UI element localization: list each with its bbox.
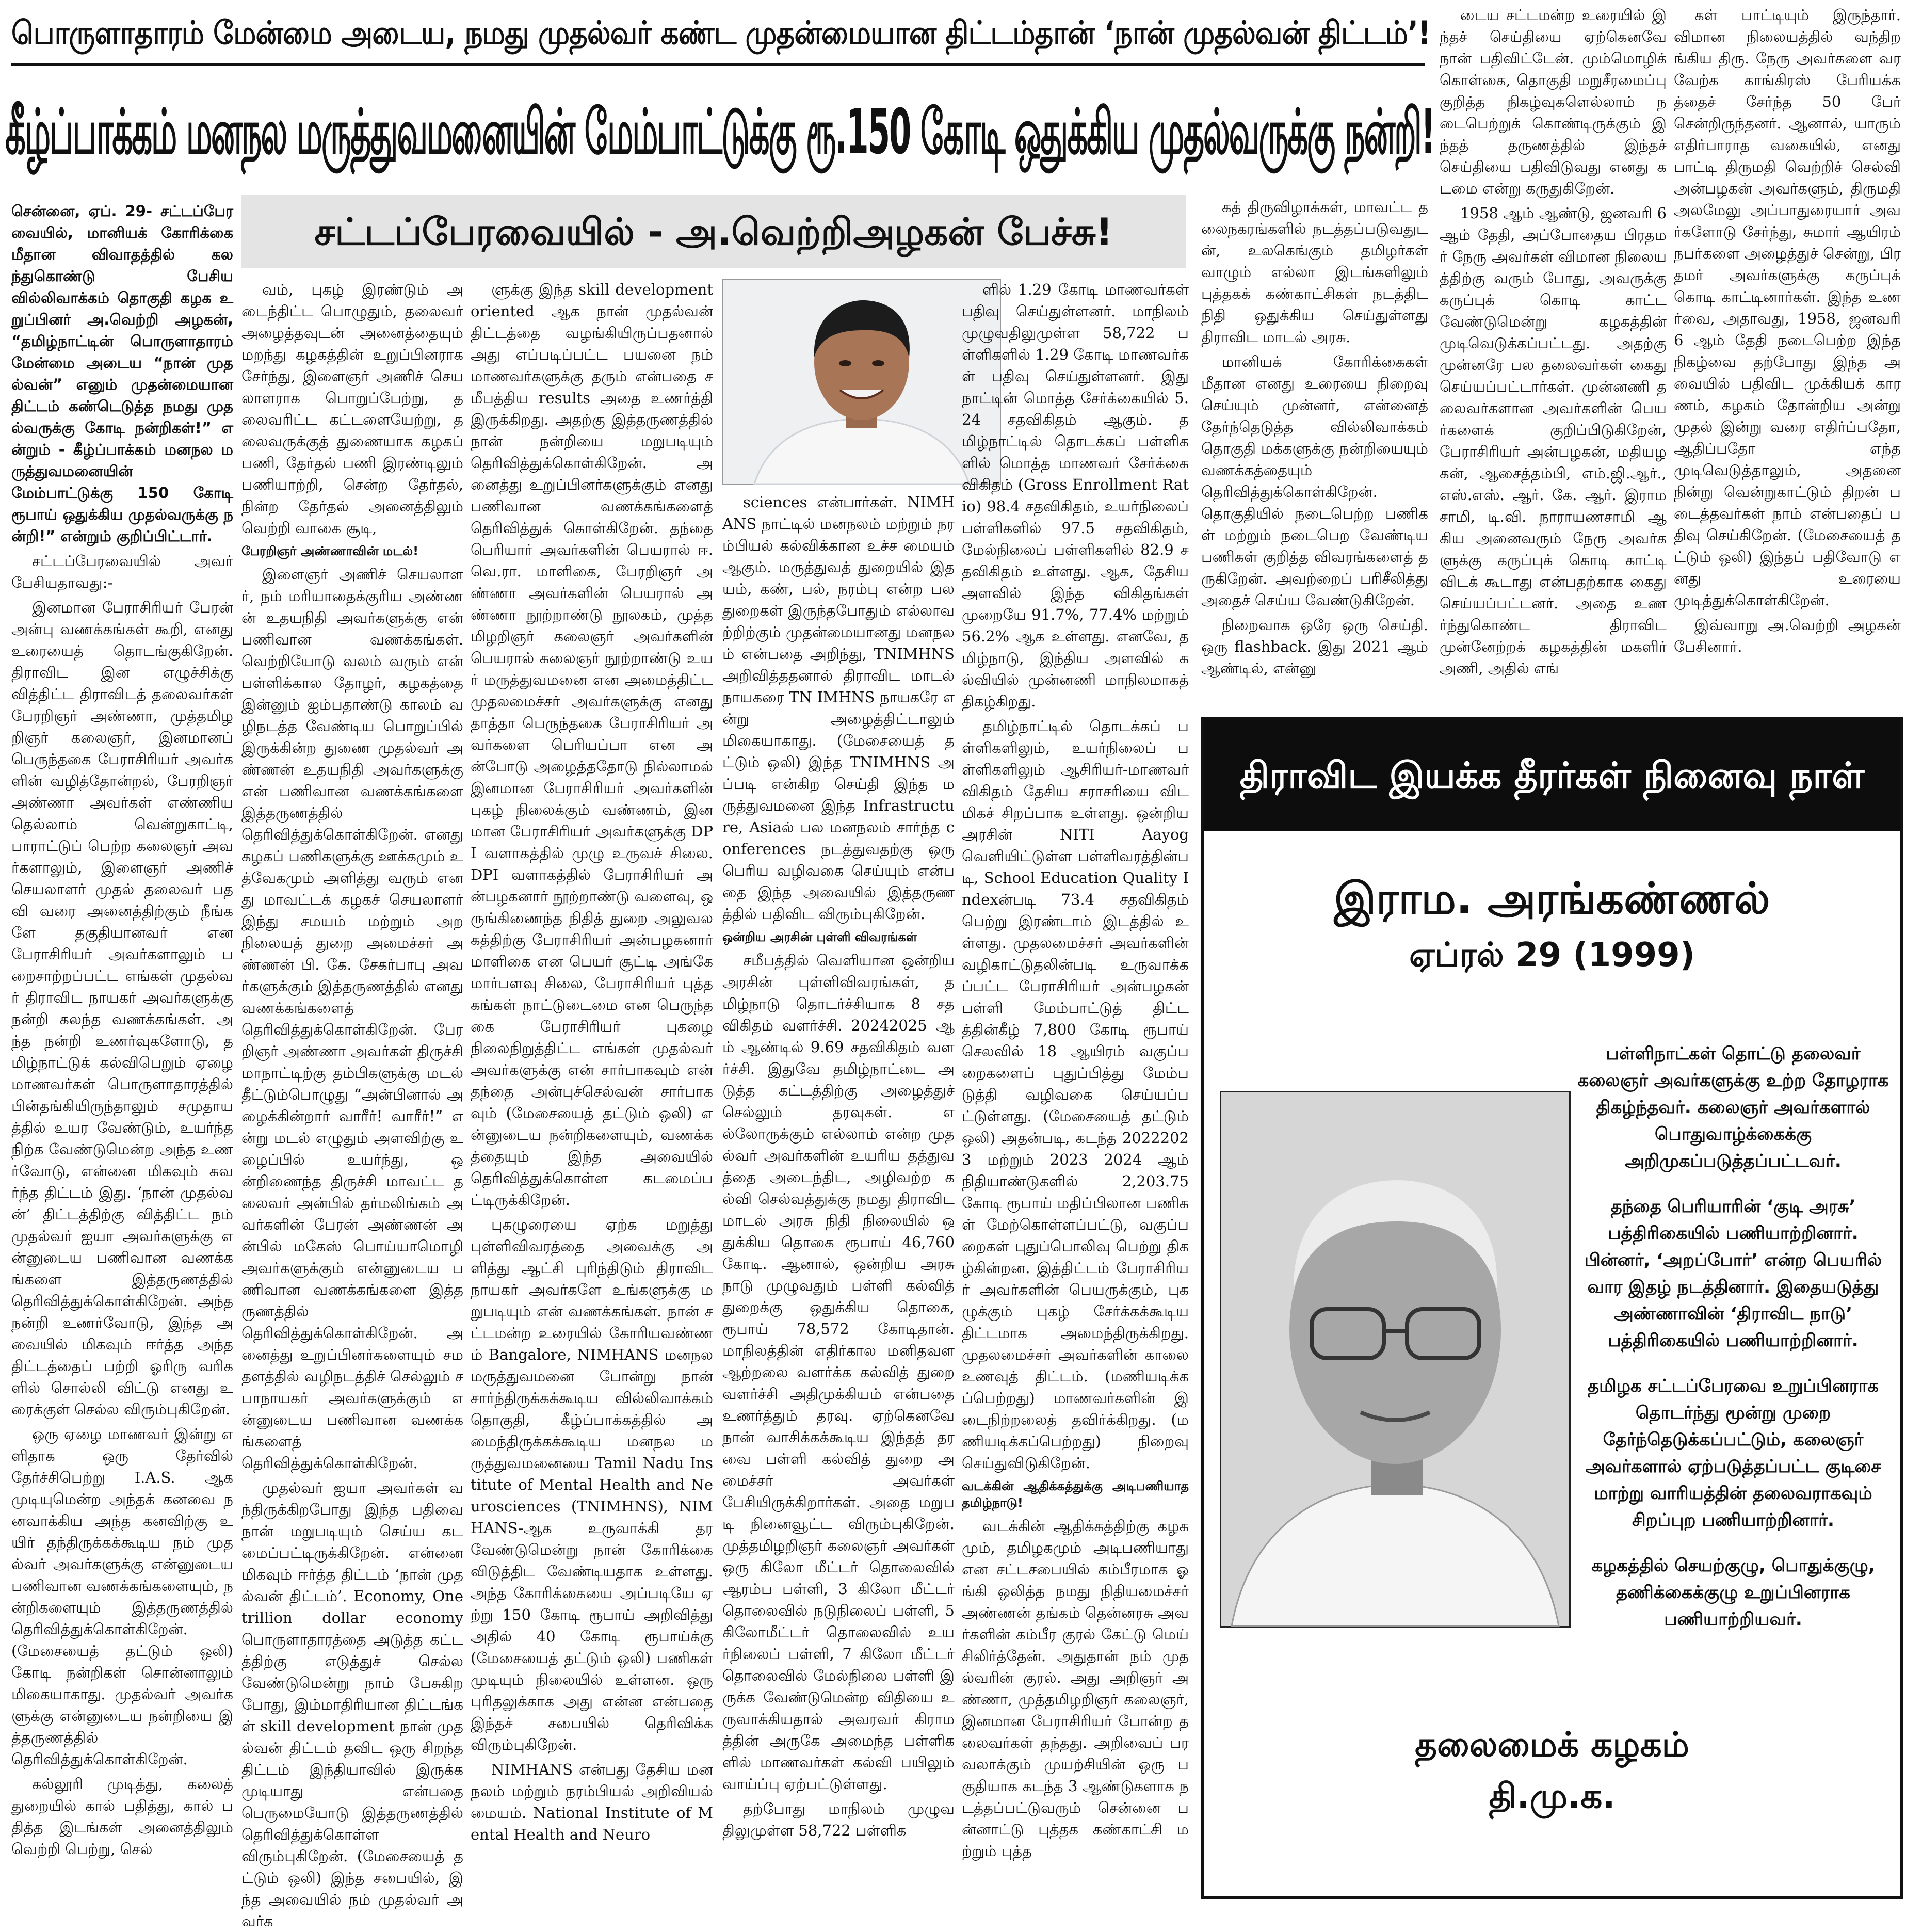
paragraph: வம், புகழ் இரண்டும் அடைந்திட்ட பொழுதும், தலைவர் அழைத்தவுடன் அனைத்தையும் மறந்து கழகத்தின் உறுப்பினராக சேர்ந்து, இளைஞர் அணிச் செயலாளராக பொறுப்பேற்று, தலைவரிட்ட கட்டளையேற்று, தலைவருக்குத் துணையாக கழகப் பணி, தேர்தல் பணி இரண்டிலும் பணியாற்றி, சென்ற தேர்தல், நின்ற தேர்தல் அனைத்திலும் வெற்றி வாகை சூடி, bbox=[241, 281, 463, 537]
memorial-signature-line2: தி.மு.க. bbox=[1489, 1776, 1616, 1816]
paragraph: ஒரு ஏழை மாணவர் இன்று எளிதாக ஒரு தேர்வில் தேர்ச்சிபெற்று I.A.S. ஆக முடியுமென்ற அந்தக் கனவை நனவாக்கிய அந்த கனவிற்கு உயிர் தந்திருக்கக்கூடிய நம் முதல்வர் அவர்களுக்கு என்னுடைய பணிவான வணக்கங்களையும், நன்றிகளையும் இத்தருணத்தில் தெரிவித்துக்கொள்கிறேன். (மேசையைத் தட்டும் ஒலி) கோடி நன்றிகள் சொன்னாலும் மிகையாகாது. முதல்வர் அவர்களுக்கு என்னுடைய நன்றியை இத்தருணத்தில் தெரிவித்துக்கொள்கிறேன். bbox=[11, 1425, 233, 1768]
paragraph: இவ்வாறு அ.வெற்றி அழகன் பேசினார். bbox=[1674, 616, 1901, 655]
paragraph: sciences என்பார்கள். NIMHANS நாட்டில் மனநலம் மற்றும் நரம்பியல் கல்விக்கான உச்ச மையம் ஆகும். மருத்துவத் துறையில் இதயம், கண், பல், நரம்பு என்ற பல துறைகள் இருந்தபோதும் எல்லாவற்றிற்கும் முதன்மையானது மனநலம் என்பதை அறிந்து, TNIMHNS அறிவித்ததனால் திராவிட மாடல் நாயகரை TN IMHNS நாயகரே என்று அழைத்திட்டாலும் மிகையாகாது. (மேசையைத் தட்டும் ஒலி) இந்த TNIMHNS அப்படி என்கிற செய்தி இந்த மருத்துவமனை இந்த Infrastructure, Asiaல் பல மனநலம் சார்ந்த conferences நடத்துவதற்கு ஒரு பெரிய வழிவகை செய்யும் என்பதை இந்த அவையில் இத்தருணத்தில் பதிவிட விரும்புகிறேன். bbox=[722, 493, 955, 923]
article-column-7 bbox=[1440, 4, 1667, 712]
paragraph: NIMHANS என்பது தேசிய மனநலம் மற்றும் நரம்பியல் அறிவியல் மையம். National Institute of Mental Health and Neuro bbox=[471, 1761, 713, 1843]
section-heading: வடக்கின் ஆதிக்கத்துக்கு அடிபணியாத தமிழ்நாடு! bbox=[962, 1479, 1189, 1510]
section-heading: பேரறிஞர் அண்ணாவின் மடல்! bbox=[241, 544, 419, 558]
paragraph: வடக்கின் ஆதிக்கத்திற்கு கழகமும், தமிழகமும் அடிபணியாது என சட்டசபையில் கம்பீரமாக ஓங்கி ஒலித்த நமது நிதியமைச்சர் அண்ணன் தங்கம் தென்னரசு அவர்களின் கம்பீர குரல் கேட்டு மெய் சிலிர்த்தேன். அதுதான் நம் முதல்வரின் குரல். அது அறிஞர் அண்ணா, முத்தமிழறிஞர் கலைஞர், இனமான பேராசிரியர் போன்ற தலைவர்கள் தந்தது. அறிவைப் பரவலாக்கும் முயற்சியின் ஒரு பகுதியாக கடந்த 3 ஆண்டுகளாக நடத்தப்பட்டுவரும் சென்னை பன்னாட்டு புத்தக கண்காட்சி மற்றும் புத்த bbox=[962, 1517, 1189, 1860]
article-column-2 bbox=[241, 279, 463, 1930]
paragraph: சமீபத்தில் வெளியான ஒன்றிய அரசின் புள்ளிவிவரங்கள், தமிழ்நாடு தொடர்ச்சியாக 8 சதவிகிதம் வளர்ச்சி. 20242025 ஆம் ஆண்டில் 9.69 சதவிகிதம் வளர்ச்சி. இதுவே தமிழ்நாட்டை அடுத்த கட்டத்திற்கு அழைத்துச் செல்லும் தரவுகள். எல்லோருக்கும் எல்லாம் என்ற முதல்வர் அவர்களின் உயரிய தத்துவத்தை அடைந்திட, அழிவற்ற கல்வி செல்வத்துக்கு நமது திராவிட மாடல் அரசு நிதி நிலையில் ஒதுக்கிய தொகை ரூபாய் 46,760 கோடி. ஆனால், ஒன்றிய அரசு நாடு முழுவதும் பள்ளி கல்வித் துறைக்கு ஒதுக்கிய தொகை, ரூபாய் 78,572 கோடிதான். மாநிலத்தின் எதிர்கால மனிதவள ஆற்றலை வளர்க்க கல்வித் துறை வளர்ச்சி அதிமுக்கியம் என்பதை உணர்த்தும் தரவு. ஏற்கெனவே நான் வாசிக்கக்கூடிய இந்தத் தரவை பள்ளி கல்வித் துறை அமைச்சர் அவர்கள் பேசியிருக்கிறார்கள். அதை மறுபடி நினைவூட்ட விரும்புகிறேன். முத்தமிழறிஞர் கலைஞர் அவர்கள் ஒரு கிலோ மீட்டர் தொலைவில் ஆரம்ப பள்ளி, 3 கிலோ மீட்டர் தொலைவில் நடுநிலைப் பள்ளி, 5 கிலோமீட்டர் தொலைவில் உயர்நிலைப் பள்ளி, 7 கிலோ மீட்டர் தொலைவில் மேல்நிலை பள்ளி இருக்க வேண்டுமென்ற விதியை உருவாக்கியதால் அவரவர் கிராமத்தின் அருகே அமைந்த பள்ளிகளில் மாணவர்கள் கல்வி பயிலும் வாய்ப்பு ஏற்பட்டுள்ளது. bbox=[722, 952, 955, 1793]
paragraph: சட்டப்பேரவையில் அவர் பேசியதாவது:- bbox=[11, 552, 233, 591]
article-column-6 bbox=[1201, 196, 1428, 712]
paragraph: நிறைவாக ஒரே ஒரு செய்தி. ஒரு flashback. இது 2021 ஆம் ஆண்டில், என்னு bbox=[1201, 616, 1428, 677]
speaker-photo bbox=[722, 279, 1001, 485]
memorial-biography bbox=[1576, 1040, 1891, 1630]
speaker-portrait-image bbox=[723, 280, 1000, 484]
memorial-photo bbox=[1220, 1091, 1571, 1628]
paragraph: தற்போது மாநிலம் முழுவதிலுமுள்ள 58,722 பள்ளிக bbox=[722, 1800, 955, 1839]
bio-paragraph: பள்ளிநாட்கள் தொட்டு தலைவர் கலைஞர் அவர்களுக்கு உற்ற தோழராக திகழ்ந்தவர். கலைஞர் அவர்களால் பொதுவாழ்க்கைக்கு அறிமுகப்படுத்தப்பட்டவர். bbox=[1577, 1043, 1889, 1171]
paragraph: கல்லூரி முடித்து, கலைத் துறையில் கால் பதித்து, கால் பதித்த இடங்கள் அனைத்திலும் வெற்றி பெற்று, செல் bbox=[11, 1775, 233, 1858]
paragraph: கத் திருவிழாக்கள், மாவட்ட தலைநகரங்களில் நடத்தப்படுவதுடன், உலகெங்கும் தமிழர்கள் வாழும் எல்லா இடங்களிலும் புத்தகக் கண்காட்சிகள் நடத்திட நிதி ஒதுக்கிய செய்துள்ளது திராவிட மாடல் அரசு. bbox=[1201, 198, 1428, 346]
paragraph: டைய சட்டமன்ற உரையில் இந்தச் செய்தியை ஏற்கெனவே நான் பதிவிட்டேன். மும்மொழிக் கொள்கை, தொகுதி மறுசீரமைப்பு குறித்த நிகழ்வுகளெல்லாம் நடைபெற்றுக் கொண்டிருக்கும் இந்தத் தருணத்தில் இந்தச் செய்தியை பதிவிடுவது எனது கடமை என்று கருதுகிறேன். bbox=[1440, 6, 1667, 197]
kicker-headline: பொருளாதாரம் மேன்மை அடைய, நமது முதல்வர் கண்ட முதன்மையான திட்டம்தான் ‘நான் முதல்வன் திட்டம்’! bbox=[11, 14, 1431, 52]
main-headline: கீழ்ப்பாக்கம் மனநல மருத்துவமனையின் மேம்பாட்டுக்கு ரூ.150 கோடி ஒதுக்கிய முதல்வருக்கு நன்றி! bbox=[5, 96, 1435, 168]
memorial-box bbox=[1201, 717, 1903, 1899]
paragraph: கள் பாட்டியும் இருந்தார். விமான நிலையத்தில் வந்திறங்கிய திரு. நேரு அவர்களை வரவேற்க காங்கிரஸ் பேரியக்கத்தைச் சேர்ந்த 50 பேர் சென்றிருந்தனர். ஆனால், யாரும் எதிர்பாராத வகையில், எனது பாட்டி திருமதி வெற்றிச் செல்வி அன்பழகன் அவர்களும், திருமதி அலமேலு அப்பாதுரையார் அவர்களோடு சேர்ந்து, சுமார் ஆயிரம் நபர்களை அழைத்துச் சென்று, பிரதமர் அவர்களுக்கு கருப்புக் கொடி காட்டினார்கள். இந்த உணர்வை, அதாவது, 1958, ஜனவரி 6 ஆம் தேதி நடைபெற்ற இந்த நிகழ்வை தற்போது இந்த அவையில் பதிவிட முக்கியக் காரணம், கழகம் தோன்றிய அன்று முதல் இன்று வரை எதிர்ப்பதோ, ஆதிப்பதோ எந்த முடிவெடுத்தாலும், அதனை நின்று வென்றுகாட்டும் திறன் படைத்தவர்கள் நாம் என்பதைப் பதிவு செய்கிறேன். (மேசையைத் தட்டும் ஒலி) இந்தப் பதிவோடு எனது உரையை முடித்துக்கொள்கிறேன். bbox=[1674, 6, 1901, 609]
memorial-title-band: திராவிட இயக்க தீரர்கள் நினைவு நாள் bbox=[1204, 720, 1900, 831]
paragraph: இளைஞர் அணிச் செயலாளர், நம் மரியாதைக்குரிய அண்ணன் உதயநிதி அவர்களுக்கு என் பணிவான வணக்கங்கள். வெற்றியோடு வலம் வரும் என் பள்ளிக்கால தோழர், கழகத்தை இன்னும் ஐம்பதாண்டு காலம் வழிநடத்த வேண்டிய பொறுப்பில் இருக்கின்ற துணை முதல்வர் அண்ணன் உதயநிதி அவர்களுக்கு என் பணிவான வணக்கங்களை இத்தருணத்தில் தெரிவித்துக்கொள்கிறேன். எனது கழகப் பணிகளுக்கு ஊக்கமும் உத்வேகமும் அளித்து வரும் எனது மாவட்டக் கழகச் செயலாளர் இந்து சமயம் மற்றும் அறநிலையத் துறை அமைச்சர் அண்ணன் பி. கே. சேகர்பாபு அவர்களுக்கும் இத்தருணத்தில் எனது வணக்கங்களைத் தெரிவித்துக்கொள்கிறேன். பேரறிஞர் அண்ணா அவர்கள் திருச்சி மாநாட்டிற்கு தம்பிகளுக்கு மடல் தீட்டும்பொழுது “அன்பினால் அழைக்கின்றார் வாரீர்! வாரீர்!” என்று மடல் எழுதும் அளவிற்கு உழைப்பில் உயர்ந்து, ஒன்றிணைந்த திருச்சி மாவட்ட தலைவர் அன்பில் தர்மலிங்கம் அவர்களின் பேரன் அண்ணன் அன்பில் மகேஸ் பொய்யாமொழி அவர்களுக்கும் என்னுடைய பணிவான வணக்கங்களை இத்தருணத்தில் தெரிவித்துக்கொள்கிறேன். அனைத்து உறுப்பினர்களையும் சமதளத்தில் வழிநடத்திச் செல்லும் சபாநாயகர் அவர்களுக்கும் என்னுடைய பணிவான வணக்கங்களைத் தெரிவித்துக்கொள்கிறேன். bbox=[241, 566, 463, 1472]
subhead-banner: சட்டப்பேரவையில் - அ.வெற்றிஅழகன் பேச்சு! bbox=[241, 195, 1186, 268]
bio-paragraph: தந்தை பெரியாரின் ‘குடி அரசு’ பத்திரிகையில் பணியாற்றினார். பின்னர், ‘அறப்போர்’ என்ற பெயரில் வார இதழ் நடத்தினார். இதையடுத்து அண்ணாவின் ‘திராவிட நாடு’ பத்திரிகையில் பணியாற்றினார். bbox=[1584, 1196, 1882, 1351]
lead-paragraph: சென்னை, ஏப். 29- சட்டப்பேரவையில், மானியக் கோரிக்கை மீதான விவாதத்தில் கலந்துகொண்டு பேசிய வில்லிவாக்கம் தொகுதி கழக உறுப்பினர் அ.வெற்றி அழகன், “தமிழ்நாட்டின் பொருளாதாரம் மேன்மை அடைய “நான் முதல்வன்” எனும் முதன்மையான திட்டம் கண்டெடுத்த நமது முதல்வருக்கு கோடி நன்றிகள்!” என்றும் - கீழ்ப்பாக்கம் மனநல மருத்துவமனையின் மேம்பாட்டுக்கு 150 கோடி ரூபாய் ஒதுக்கிய முதல்வருக்கு நன்றி!” என்றும் குறிப்பிட்டார். bbox=[11, 202, 233, 545]
section-heading: ஒன்றிய அரசின் புள்ளி விவரங்கள் bbox=[722, 930, 917, 944]
paragraph: 1958 ஆம் ஆண்டு, ஜனவரி 6 ஆம் தேதி, அப்போதைய பிரதமர் நேரு அவர்கள் விமான நிலையத்திற்கு வரும் போது, அவருக்கு கருப்புக் கொடி காட்ட வேண்டுமென்று கழகத்தின் முடிவெடுக்கப்பட்டது. அதற்கு முன்னரே பல தலைவர்கள் கைது செய்யப்பட்டார்கள். முன்னணி தலைவர்களான அவர்களின் பெயர்களைக் குறிப்பிடுகிறேன், பேராசிரியர் அன்பழகன், மதியழகன், ஆசைத்தம்பி, எம்.ஜி.ஆர்., எஸ்.எஸ். ஆர். கே. ஆர். இராமசாமி, டி.வி. நாராயணசாமி ஆகிய அனைவரும் நேரு அவர்களுக்கு கருப்புக் கொடி காட்டி விடக் கூடாது என்பதற்காக கைது செய்யப்பட்டனர். அதை உணர்ந்துகொண்ட திராவிட முன்னேற்றக் கழகத்தின் மகளிர் அணி, அதில் எங் bbox=[1440, 204, 1667, 677]
kicker-rule bbox=[11, 63, 1425, 66]
paragraph: புகழுரையை ஏற்க மறுத்து புள்ளிவிவரத்தை அவைக்கு அளித்து ஆட்சி புரிந்திடும் திராவிட நாயகர் அவர்களே உங்களுக்கு மறுபடியும் என் வணக்கங்கள். நான் சட்டமன்ற உரையில் கோரியவண்ணம் Bangalore, NIMHANS மனநல மருத்துவமனை போன்று நான் சார்ந்திருக்கக்கூடிய வில்லிவாக்கம் தொகுதி, கீழ்ப்பாக்கத்தில் அமைந்திருக்கக்கூடிய மனநல மருத்துவமனையை Tamil Nadu Institute of Mental Health and Neurosciences (TNIMHNS), NIMHANS-ஆக உருவாக்கி தர வேண்டுமென்று நான் கோரிக்கை விடுத்திட வேண்டியதாக உள்ளது. அந்த கோரிக்கையை அப்படியே ஏற்று 150 கோடி ரூபாய் அறிவித்து அதில் 40 கோடி ரூபாய்க்கு (மேசையைத் தட்டும் ஒலி) பணிகள் முடியும் நிலையில் உள்ளன. ஒரு புரிதலுக்காக அது என்ன என்பதை இந்தச் சபையில் தெரிவிக்க விரும்புகிறேன். bbox=[471, 1216, 713, 1753]
paragraph: ளுக்கு இந்த skill development oriented ஆக நான் முதல்வன் திட்டத்தை வழங்கியிருப்பதனால் அது எப்படிப்பட்ட பயனை நம் மாணவர்களுக்கு தரும் என்பதை சமீபத்திய results அதை உணர்த்தி இருக்கிறது. அதற்கு இத்தருணத்தில் நான் நன்றியை மறுபடியும் தெரிவித்துக்கொள்கிறேன். அனைத்து உறுப்பினர்களுக்கும் எனது பணிவான வணக்கங்களைத் தெரிவித்துக் கொள்கிறேன். தந்தை பெரியார் அவர்களின் பெயரால் ஈ.வெ.ரா. மாளிகை, பேரறிஞர் அண்ணா அவர்களின் பெயரால் அண்ணா நூற்றாண்டு நூலகம், முத்தமிழறிஞர் கலைஞர் அவர்களின் பெயரால் கலைஞர் நூற்றாண்டு உயர் மருத்துவமனை என அமைத்திட்ட முதலமைச்சர் அவர்களுக்கு எனது தாத்தா பெருந்தகை பேராசிரியர் அவர்களை பெரியப்பா என அன்போடு அழைத்ததோடு நில்லாமல் இனமான பேராசிரியர் அவர்களின் புகழ் நிலைக்கும் வண்ணம், இனமான பேராசிரியர் அவர்களுக்கு DPI வளாகத்தில் முழு உருவச் சிலை. DPI வளாகத்தில் பேராசிரியர் அன்பழகனார் நூற்றாண்டு வளைவு, ஒருங்கிணைந்த நிதித் துறை அலுவலகத்திற்கு பேராசிரியர் அன்பழகனார் மாளிகை என பெயர் சூட்டி அங்கே மார்பளவு சிலை, பேராசிரியர் புத்தகங்கள் நாட்டுடைமை என பெருந்தகை பேராசிரியர் புகழை நிலைநிறுத்திட்ட எங்கள் முதல்வர் அவர்களுக்கு என் சார்பாகவும் என் தந்தை அன்புச்செல்வன் சார்பாகவும் (மேசையைத் தட்டும் ஒலி) என்னுடைய நன்றிகளையும், வணக்கத்தையும் இந்த அவையில் தெரிவித்துக்கொள்ள கடமைப்பட்டிருக்கிறேன். bbox=[471, 281, 713, 1209]
bio-paragraph: தமிழக சட்டப்பேரவை உறுப்பினராக தொடர்ந்து மூன்று முறை தேர்ந்தெடுக்கப்பட்டும், கலைஞர் அவர்களால் ஏற்படுத்தப்பட்ட குடிசை மாற்று வாரியத்தின் தலைவராகவும் சிறப்புற பணியாற்றினார். bbox=[1585, 1376, 1881, 1531]
paragraph: ளில் 1.29 கோடி மாணவர்கள் பதிவு செய்துள்ளனர். மாநிலம் முழுவதிலுமுள்ள 58,722 பள்ளிகளில் 1.29 கோடி மாணவர்கள் பதிவு செய்துள்ளனர். இது நாட்டின் மொத்த சேர்க்கையில் 5.24 சதவிகிதம் ஆகும். தமிழ்நாட்டில் தொடக்கப் பள்ளிகளில் மொத்த மாணவர் சேர்க்கை விகிதம் (Gross Enrollment Ratio) 98.4 சதவிகிதம், உயர்நிலைப் பள்ளிகளில் 97.5 சதவிகிதம், மேல்நிலைப் பள்ளிகளில் 82.9 சதவிகிதம் உள்ளது. ஆக, தேசிய அளவில் இந்த விகிதங்கள் முறையே 91.7%, 77.4% மற்றும் 56.2% ஆக உள்ளது. எனவே, தமிழ்நாடு, இந்திய அளவில் கல்வியில் முன்னணி மாநிலமாகத் திகழ்கிறது. bbox=[962, 281, 1189, 710]
memorial-name: இராம. அரங்கண்ணல் bbox=[1334, 873, 1770, 924]
paragraph: முதல்வர் ஐயா அவர்கள் வந்திருக்கிறபோது இந்த பதிவை நான் மறுபடியும் செய்ய கடமைப்பட்டிருக்கிறேன். என்னை மிகவும் ஈர்த்த திட்டம் ‘நான் முதல்வன் திட்டம்’. Economy, One trillion dollar economy பொருளாதாரத்தை அடுத்த கட்டத்திற்கு எடுத்துச் செல்ல வேண்டுமென்று நாம் பேசுகிறபோது, இம்மாதிரியான திட்டங்கள் skill development நான் முதல்வன் திட்டம் தவிட ஒரு சிறந்த திட்டம் இந்தியாவில் இருக்கமுடியாது என்பதை பெருமையோடு இத்தருணத்தில் தெரிவித்துக்கொள்ள விரும்புகிறேன். (மேசையைத் தட்டும் ஒலி) இந்த சபையில், இந்த அவையில் நம் முதல்வர் அவர்க bbox=[241, 1479, 463, 1930]
bio-paragraph: கழகத்தில் செயற்குழு, பொதுக்குழு, தணிக்கைக்குழு உறுப்பினராக பணியாற்றியவர். bbox=[1591, 1555, 1875, 1630]
article-column-1 bbox=[11, 200, 233, 1901]
article-column-8 bbox=[1674, 4, 1901, 712]
paragraph: தமிழ்நாட்டில் தொடக்கப் பள்ளிகளிலும், உயர்நிலைப் பள்ளிகளிலும் ஆசிரியர்-மாணவர் விகிதம் தேசிய சராசரியை விட மிகச் சிறப்பாக உள்ளது. ஒன்றிய அரசின் NITI Aayog வெளியிட்டுள்ள பள்ளிவரத்தின்படி, School Education Quality Indexன்படி 73.4 சதவிகிதம் பெற்று இரண்டாம் இடத்தில் உள்ளது. முதலமைச்சர் அவர்களின் வழிகாட்டுதலின்படி உருவாக்கப்பட்ட பேராசிரியர் அன்பழகன் பள்ளி மேம்பாட்டுத் திட்டத்தின்கீழ் 7,800 கோடி ரூபாய் செலவில் 18 ஆயிரம் வகுப்பறைகளைப் புதுப்பித்து மேம்படுத்தி வழிவகை செய்யப்பட்டுள்ளது. (மேசையைத் தட்டும் ஒலி) அதன்படி, கடந்த 20222023 மற்றும் 2023 2024 ஆம் நிதியாண்டுகளில் 2,203.75 கோடி ரூபாய் மதிப்பிலான பணிகள் மேற்கொள்ளப்பட்டு, வகுப்பறைகள் புதுப்பொலிவு பெற்று திகழ்கின்றன. இத்திட்டம் பேராசிரியர் அவர்களின் பெயருக்கும், புகழுக்கும் புகழ் சேர்க்கக்கூடிய திட்டமாக அமைந்திருக்கிறது. முதலமைச்சர் அவர்களின் காலை உணவுத் திட்டம். (மணியடிக்கப்பெற்றது) மாணவர்களின் இடைநிற்றலைத் தவிர்க்கிறது. (மணியடிக்கப்பெற்றது) நிறைவு செய்துவிடுகிறேன். bbox=[962, 717, 1189, 1472]
paragraph: மானியக் கோரிக்கைகள் மீதான எனது உரையை நிறைவு செய்யும் முன்னர், என்னைத் தேர்ந்தெடுத்த வில்லிவாக்கம் தொகுதி மக்களுக்கு நன்றியையும் வணக்கத்தையும் தெரிவித்துக்கொள்கிறேன். தொகுதியில் நடைபெற்ற பணிகள் மற்றும் நடைபெற வேண்டிய பணிகள் குறித்த விவரங்களைத் தருகிறேன். அவற்றைப் பரிசீலித்து அதைச் செய்ய வேண்டுகிறேன். bbox=[1201, 353, 1428, 609]
article-column-3 bbox=[471, 279, 713, 1901]
memorial-portrait-image bbox=[1221, 1092, 1569, 1626]
memorial-date: ஏப்ரல் 29 (1999) bbox=[1409, 936, 1695, 974]
article-column-4 bbox=[722, 491, 955, 1901]
paragraph: இனமான பேராசிரியர் பேரன் அன்பு வணக்கங்கள் கூறி, எனது உரையைத் தொடங்குகிறேன். திராவிட இன எழுச்சிக்கு வித்திட்ட திராவிடத் தலைவர்கள் பேரறிஞர் அண்ணா, முத்தமிழறிஞர் கலைஞர், இனமானப் பெருந்தகை பேராசிரியர் அவர்களின் வழித்தோன்றல், பேரறிஞர் அண்ணா அவர்கள் எண்ணியதெல்லாம் வென்றுகாட்டி, பாராட்டுப் பெற்ற கலைஞர் அவர்களாலும், இளைஞர் அணிச் செயலாளர் முதல் தலைவர் பதவி வரை அனைத்திற்கும் நீங்களே தகுதியானவர் என பேராசிரியர் அவர்களாலும் பறைசாற்றப்பட்ட எங்கள் முதல்வர் திராவிட நாயகர் அவர்களுக்கு நன்றி கலந்த வணக்கங்கள். அந்த நன்றி உணர்வுகளோடு, தமிழ்நாட்டுக் கல்விபெறும் ஏழை மாணவர்கள் பொருளாதாரத்தில் பின்தங்கியிருந்தாலும் சமுதாயத்தில் உயர வேண்டும், உயர்ந்த நிற்க வேண்டுமென்ற அந்த உணர்வோடு, என்னை மிகவும் கவர்ந்த திட்டம் இது. ‘நான் முதல்வன்’ திட்டத்திற்கு வித்திட்ட நம் முதல்வர் ஐயா அவர்களுக்கு என்னுடைய பணிவான வணக்கங்களை இத்தருணத்தில் தெரிவித்துக்கொள்கிறேன். அந்த நன்றி உணர்வோடு, இந்த அவையில் மிகவும் ஈர்த்த அந்த திட்டத்தைப் பற்றி ஓரிரு வரிகளில் சொல்லி விட்டு எனது உரைக்குள் செல்ல விரும்புகிறேன். bbox=[11, 599, 233, 1418]
article-column-5 bbox=[962, 279, 1189, 1901]
memorial-signature-line1: தலைமைக் கழகம் bbox=[1415, 1725, 1689, 1764]
